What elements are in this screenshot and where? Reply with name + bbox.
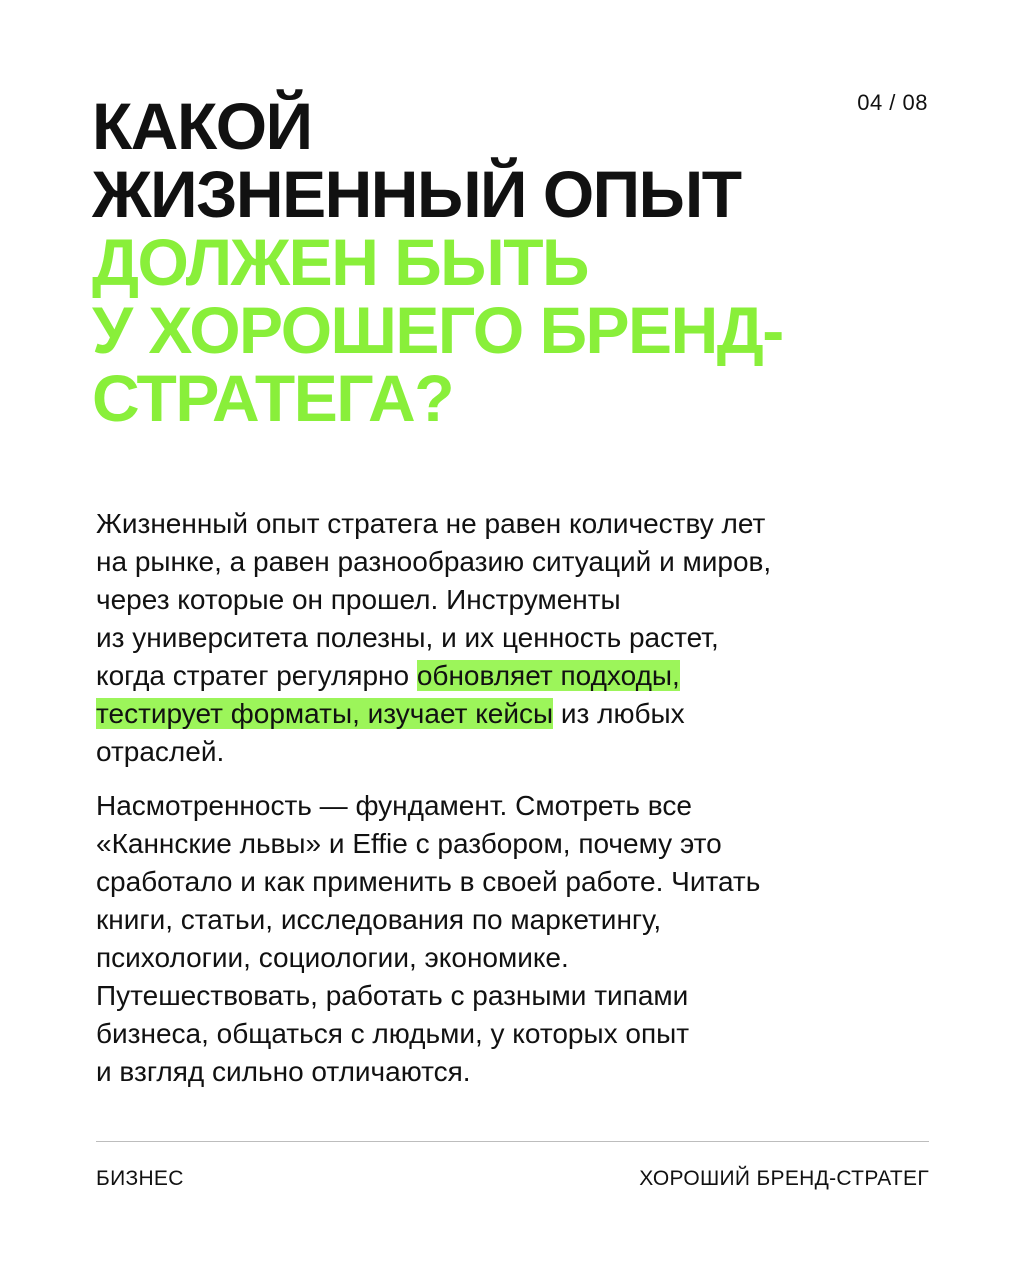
- footer-topic: ХОРОШИЙ БРЕНД-СТРАТЕГ: [639, 1167, 929, 1190]
- highlighted-text: тестирует форматы, изучает кейсы: [96, 698, 554, 729]
- text-line: Путешествовать, работать с разными типами: [96, 980, 689, 1011]
- text-line: психологии, социологии, экономике.: [96, 942, 569, 973]
- headline-accent-line: СТРАТЕГА?: [92, 361, 454, 435]
- headline: [92, 89, 932, 435]
- footer-category: БИЗНЕС: [96, 1167, 184, 1190]
- text-line: сработало и как применить в своей работе. Читать: [96, 866, 761, 897]
- body-text: [96, 505, 916, 1091]
- text-line: книги, статьи, исследования по маркетингу,: [96, 904, 662, 935]
- text-fragment: когда стратег регулярно: [96, 660, 417, 691]
- text-fragment: из любых: [553, 698, 685, 729]
- headline-accent-line: ДОЛЖЕН БЫТЬ: [92, 225, 588, 299]
- text-line: из университета полезны, и их ценность растет,: [96, 622, 719, 653]
- text-line: и взгляд сильно отличаются.: [96, 1056, 471, 1087]
- headline-accent-line: У ХОРОШЕГО БРЕНД-: [92, 293, 783, 367]
- text-line: Жизненный опыт стратега не равен количеству лет: [96, 508, 766, 539]
- text-line: [96, 695, 916, 733]
- highlighted-text: обновляет подходы,: [416, 660, 680, 691]
- text-line: отраслей.: [96, 736, 225, 767]
- footer-divider: [96, 1141, 929, 1142]
- text-line: через которые он прошел. Инструменты: [96, 584, 621, 615]
- text-line: бизнеса, общаться с людьми, у которых опыт: [96, 1018, 690, 1049]
- text-line: Насмотренность — фундамент. Смотреть все: [96, 790, 692, 821]
- paragraph-1: [96, 505, 916, 771]
- headline-line: КАКОЙ: [92, 89, 312, 163]
- text-line: на рынке, а равен разнообразию ситуаций и миров,: [96, 546, 772, 577]
- paragraph-2: [96, 787, 916, 1091]
- page-counter: 04 / 08: [857, 90, 928, 115]
- text-line: «Каннские львы» и Effie с разбором, почему это: [96, 828, 722, 859]
- text-line: [96, 657, 916, 695]
- headline-line: ЖИЗНЕННЫЙ ОПЫТ: [92, 157, 741, 231]
